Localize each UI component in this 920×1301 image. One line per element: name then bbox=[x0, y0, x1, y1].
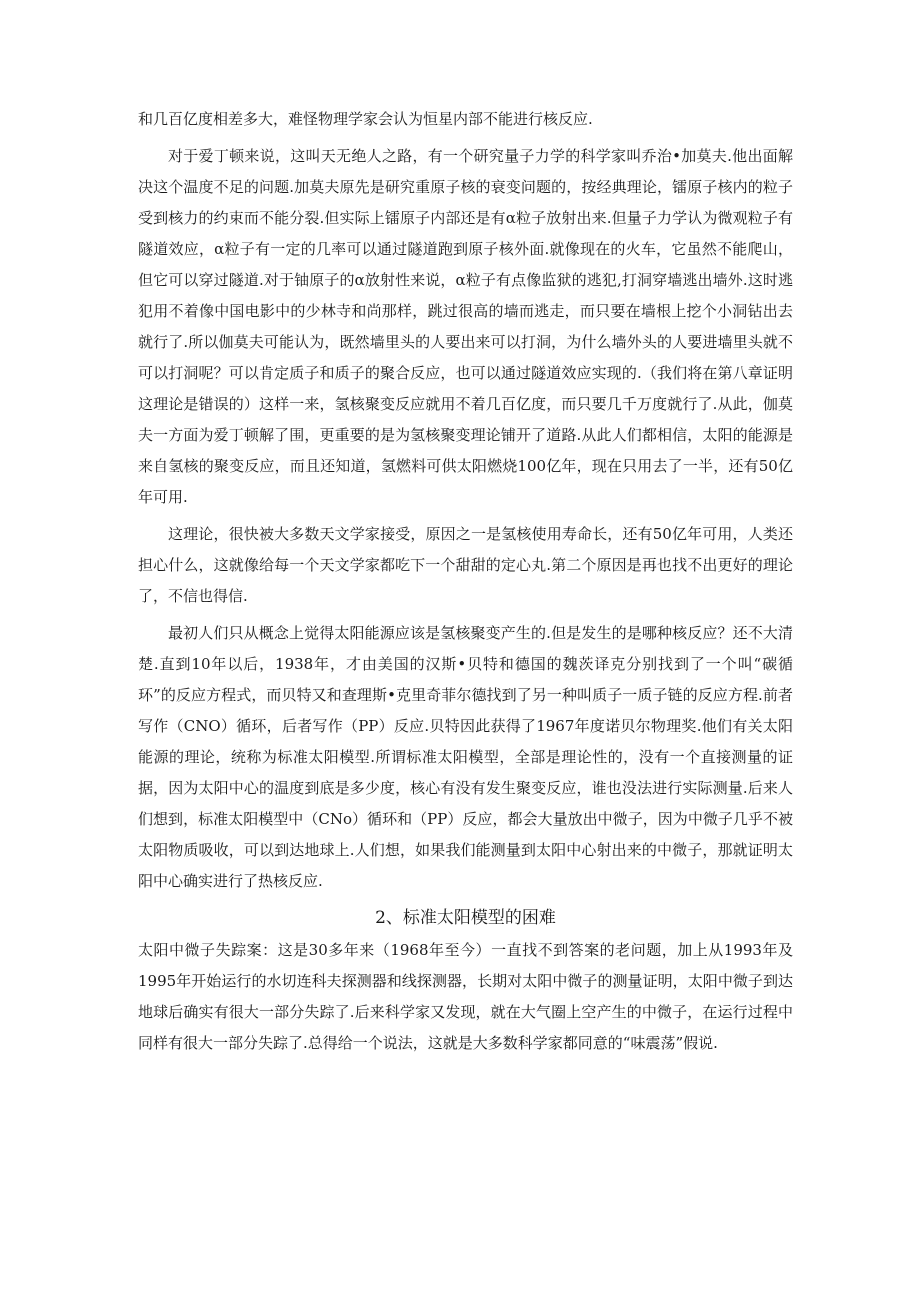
document-body bbox=[138, 104, 793, 1059]
paragraph-standard-solar-model: 最初人们只从概念上觉得太阳能源应该是氢核聚变产生的.但是发生的是哪种核反应？还不大清楚.直到10年以后，1938年，才由美国的汉斯•贝特和德国的魏茨译克分别找到了一个叫“碳循环”的反应方程式，而贝特又和查理斯•克里奇菲尔德找到了另一种叫质子一质子链的反应方程.前者写作（CNO）循环，后者写作（PP）反应.贝特因此获得了1967年度诺贝尔物理奖.他们有关太阳能源的理论，统称为标准太阳模型.所谓标准太阳模型，全部是理论性的，没有一个直接测量的证据，因为太阳中心的温度到底是多少度，核心有没有发生聚变反应，谁也没法进行实际测量.后来人们想到，标准太阳模型中（CNo）循环和（PP）反应，都会大量放出中微子，因为中微子几乎不被太阳物质吸收，可以到达地球上.人们想，如果我们能测量到太阳中心射出来的中微子，那就证明太阳中心确实进行了热核反应. bbox=[138, 624, 793, 890]
paragraph-continuation: 和几百亿度相差多大，难怪物理学家会认为恒星内部不能进行核反应. bbox=[138, 110, 593, 128]
section-heading: 2、标准太阳模型的困难 bbox=[375, 908, 556, 928]
paragraph-missing-neutrinos: 太阳中微子失踪案：这是30多年来（1968年至今）一直找不到答案的老问题，加上从1993年及1995年开始运行的水切连科夫探测器和线探测器，长期对太阳中微子的测量证明，太阳中微子到达地球后确实有很大一部分失踪了.后来科学家又发现，就在大气圈上空产生的中微子，在运行过程中同样有很大一部分失踪了.总得给一个说法，这就是大多数科学家都同意的“味震荡”假说. bbox=[138, 941, 793, 1052]
paragraph-theory-accepted: 这理论，很快被大多数天文学家接受，原因之一是氢核使用寿命长，还有50亿年可用，人类还担心什么，这就像给每一个天文学家都吃下一个甜甜的定心丸.第二个原因是再也找不出更好的理论了，不信也得信. bbox=[138, 525, 793, 605]
paragraph-gamow-tunneling: 对于爱丁顿来说，这叫天无绝人之路，有一个研究量子力学的科学家叫乔治•加莫夫.他出面解决这个温度不足的问题.加莫夫原先是研究重原子核的衰变问题的，按经典理论，镭原子核内的粒子受到核力的约束而不能分裂.但实际上镭原子内部还是有α粒子放射出来.但量子力学认为微观粒子有隧道效应，α粒子有一定的几率可以通过隧道跑到原子核外面.就像现在的火车，它虽然不能爬山，但它可以穿过隧道.对于铀原子的α放射性来说，α粒子有点像监狱的逃犯,打洞穿墙逃出墙外.这时逃犯用不着像中国电影中的少林寺和尚那样，跳过很高的墙而逃走，而只要在墙根上挖个小洞钻出去就行了.所以伽莫夫可能认为，既然墙里头的人要出来可以打洞，为什么墙外头的人要进墙里头就不可以打洞呢？可以肯定质子和质子的聚合反应，也可以通过隧道效应实现的.（我们将在第八章证明这理论是错误的）这样一来，氢核聚变反应就用不着几百亿度，而只要几千万度就行了.从此，伽莫夫一方面为爱丁顿解了围，更重要的是为氢核聚变理论铺开了道路.从此人们都相信，太阳的能源是来自氢核的聚变反应，而且还知道，氢燃料可供太阳燃烧100亿年，现在只用去了一半，还有50亿年可用. bbox=[138, 147, 793, 506]
